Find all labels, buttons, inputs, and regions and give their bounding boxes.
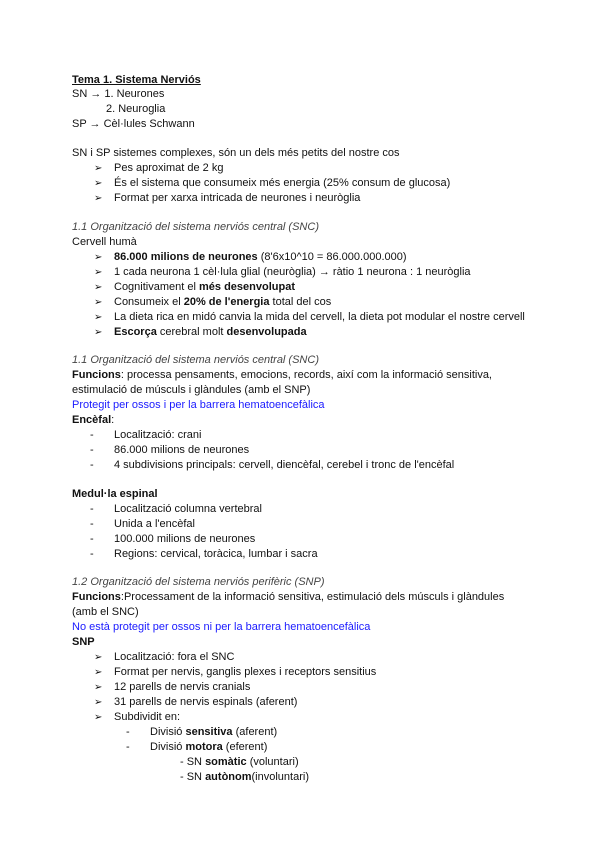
arrow-bullet-icon: ➢	[94, 163, 103, 174]
medulla-item: - Localització columna vertebral	[90, 503, 262, 515]
para1-text: SN i SP sistemes complexes, són un dels més petits del nostre cos	[72, 147, 400, 159]
snp-subdivision: - SN autònom(involuntari)	[180, 771, 309, 783]
intro-sn2: 2. Neuroglia	[106, 103, 166, 115]
arrow-bullet-icon: ➢	[94, 193, 103, 204]
snp-functions-cont: (amb el SNC)	[72, 606, 139, 618]
arrow-bullet-icon: ➢	[94, 667, 103, 678]
snp-division: - Divisió motora (eferent)	[126, 741, 268, 753]
snp-bullet: ➢ Localització: fora el SNC	[94, 651, 235, 663]
encefal-item: - 86.000 milions de neurones	[90, 444, 250, 456]
snc2-protection: Protegit per ossos i per la barrera hematoencefàlica	[72, 399, 325, 411]
snc2-functions: Funcions: processa pensaments, emocions, records, així com la informació sensitiva,	[72, 369, 492, 381]
snp-heading: 1.2 Organització del sistema nerviós perifèric (SNP)	[72, 576, 325, 588]
page-title: Tema 1. Sistema Nerviós	[72, 74, 201, 86]
encefal-label: Encèfal:	[72, 414, 115, 426]
medulla-item: - Regions: cervical, toràcica, lumbar i sacra	[90, 548, 318, 560]
intro-sn: SN → 1. Neurones	[72, 88, 165, 100]
arrow-bullet-icon: ➢	[94, 652, 103, 663]
snp-label: SNP	[72, 636, 95, 648]
snp-subdivision: - SN somàtic (voluntari)	[180, 756, 299, 768]
snc1-bullet: ➢ Consumeix el 20% de l'energia total del cos	[94, 296, 332, 308]
snc1-heading: 1.1 Organització del sistema nerviós central (SNC)	[72, 221, 319, 233]
snp-bullet: ➢ 31 parells de nervis espinals (aferent)	[94, 696, 298, 708]
encefal-item: - Localització: crani	[90, 429, 202, 441]
snc2-functions-cont: estimulació de músculs i glàndules (amb el SNP)	[72, 384, 311, 396]
arrow-bullet-icon: ➢	[94, 267, 103, 278]
snc1-bullet: ➢ 86.000 milions de neurones (8'6x10^10 = 86.000.000.000)	[94, 251, 407, 263]
arrow-bullet-icon: ➢	[94, 712, 103, 723]
medulla-label: Medul·la espinal	[72, 488, 158, 500]
para1-bullet: ➢ És el sistema que consumeix més energia (25% consum de glucosa)	[94, 177, 451, 189]
arrow-bullet-icon: ➢	[94, 327, 103, 338]
medulla-item: - 100.000 milions de neurones	[90, 533, 256, 545]
arrow-bullet-icon: ➢	[94, 252, 103, 263]
snp-bullet: ➢ Subdividit en:	[94, 711, 181, 723]
snp-division: - Divisió sensitiva (aferent)	[126, 726, 278, 738]
medulla-item: - Unida a l'encèfal	[90, 518, 195, 530]
arrow-bullet-icon: ➢	[94, 178, 103, 189]
snc1-bullet: ➢ La dieta rica en midó canvia la mida del cervell, la dieta pot modular el nostre cervell	[94, 311, 525, 323]
snc1-bullet: ➢ 1 cada neurona 1 cèl·lula glial (neuròglia) → ràtio 1 neurona : 1 neuròglia	[94, 266, 471, 278]
arrow-bullet-icon: ➢	[94, 312, 103, 323]
snc2-heading: 1.1 Organització del sistema nerviós central (SNC)	[72, 354, 319, 366]
snc1-bullet: ➢ Cognitivament el més desenvolupat	[94, 281, 295, 293]
encefal-item: - 4 subdivisions principals: cervell, diencèfal, cerebel i tronc de l'encèfal	[90, 459, 455, 471]
arrow-bullet-icon: ➢	[94, 697, 103, 708]
arrow-bullet-icon: ➢	[94, 297, 103, 308]
para1-bullet: ➢ Format per xarxa intricada de neurones i neuròglia	[94, 192, 361, 204]
snp-bullet: ➢ 12 parells de nervis cranials	[94, 681, 251, 693]
snp-protection: No està protegit per ossos ni per la barrera hematoencefàlica	[72, 621, 371, 633]
snp-functions: Funcions:Processament de la informació sensitiva, estimulació dels músculs i glàndules	[72, 591, 505, 603]
arrow-bullet-icon: ➢	[94, 682, 103, 693]
snc1-sub: Cervell humà	[72, 236, 137, 248]
snp-bullet: ➢ Format per nervis, ganglis plexes i receptors sensitius	[94, 666, 377, 678]
intro-sp: SP → Cèl·lules Schwann	[72, 118, 195, 130]
snc1-bullet: ➢ Escorça cerebral molt desenvolupada	[94, 326, 307, 338]
arrow-bullet-icon: ➢	[94, 282, 103, 293]
para1-bullet: ➢ Pes aproximat de 2 kg	[94, 162, 224, 174]
